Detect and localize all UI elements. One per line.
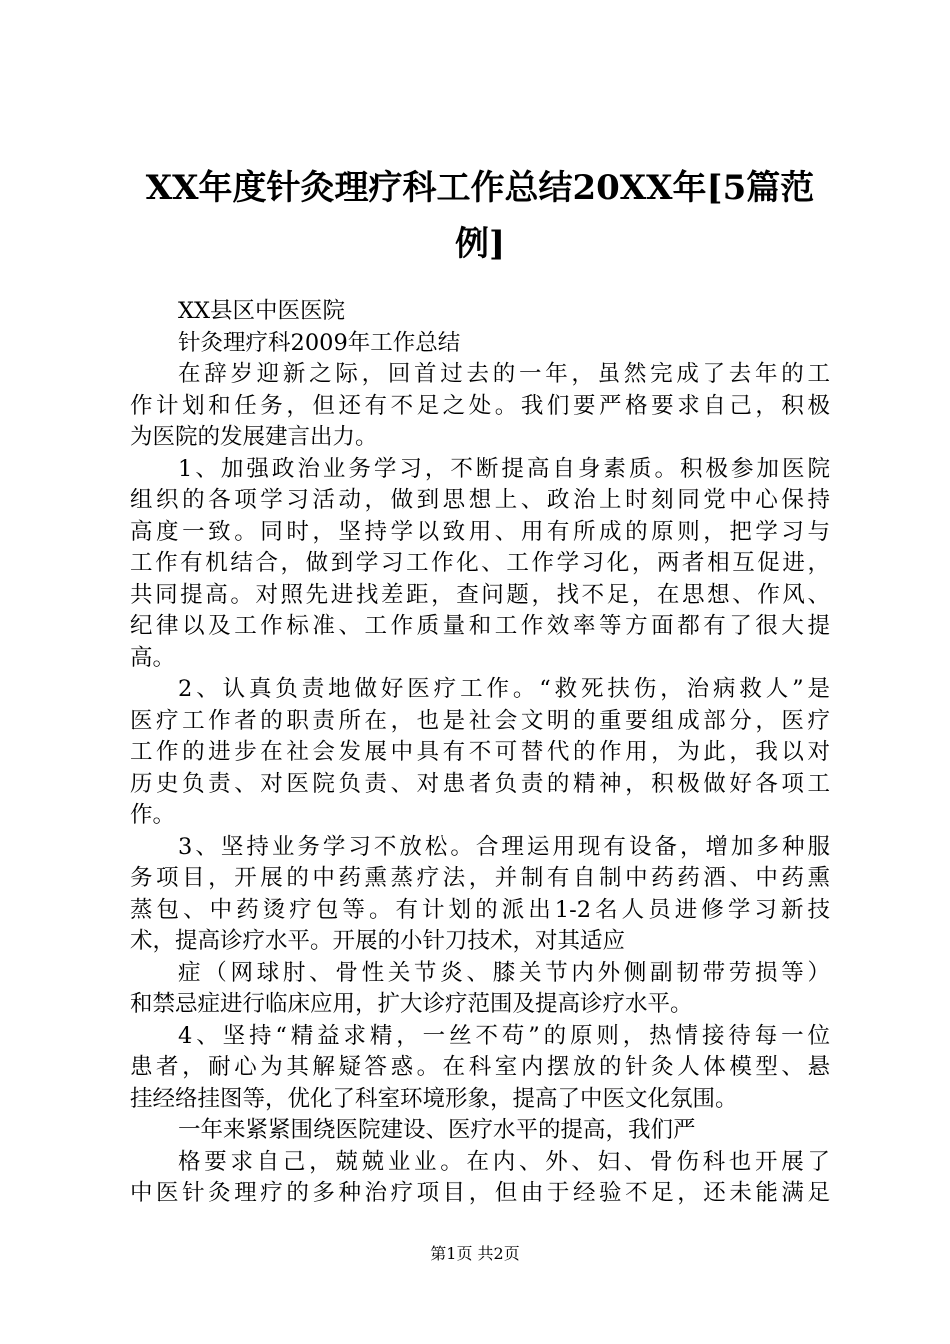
text-line: 针灸理疗科2009年工作总结 (178, 329, 461, 356)
text-line: 4、坚持“精益求精，一丝不苟”的原则，热情接待每一位 (178, 1022, 830, 1049)
text-line: 工作有机结合，做到学习工作化、工作学习化，两者相互促进， (130, 550, 830, 576)
title-line-1: XX年度针灸理疗科工作总结20XX年[5篇范 (145, 168, 815, 208)
text-line: 挂经络挂图等，优化了科室环境形象，提高了中医文化氛围。 (130, 1085, 738, 1112)
text-line: 为医院的发展建言出力。 (130, 424, 378, 450)
text-line: 纪律以及工作标准、工作质量和工作效率等方面都有了很大提 (130, 613, 830, 639)
document-title (130, 160, 830, 272)
text-line: 历史负责、对医院负责、对患者负责的精神，积极做好各项工 (130, 770, 830, 797)
document-body (130, 296, 830, 1210)
text-line: 共同提高。对照先进找差距，查问题，找不足，在思想、作风、 (130, 581, 830, 608)
text-line: 中医针灸理疗的多种治疗项目，但由于经验不足，还未能满足 (130, 1180, 830, 1206)
text-line: 术，提高诊疗水平。开展的小针刀技术，对其适应 (130, 928, 626, 954)
text-line: 患者，耐心为其解疑答惑。在科室内摆放的针灸人体模型、悬 (130, 1054, 830, 1080)
text-line: 1、加强政治业务学习，不断提高自身素质。积极参加医院 (178, 455, 830, 482)
text-line: 蒸包、中药烫疗包等。有计划的派出1-2名人员进修学习新技 (130, 896, 830, 923)
text-line: 高。 (130, 644, 176, 671)
text-line: 在辞岁迎新之际，回首过去的一年，虽然完成了去年的工 (178, 361, 830, 387)
text-line: 2、认真负责地做好医疗工作。“救死扶伤，治病救人”是 (178, 676, 830, 702)
text-line: 工作的进步在社会发展中具有不可替代的作用，为此，我以对 (130, 739, 830, 765)
title-line-2: 例] (454, 224, 506, 264)
text-line: 医疗工作者的职责所在，也是社会文明的重要组成部分，医疗 (130, 707, 830, 734)
text-line: 格要求自己，兢兢业业。在内、外、妇、骨伤科也开展了 (178, 1148, 830, 1175)
text-line: 作。 (130, 802, 176, 828)
text-line: 3、坚持业务学习不放松。合理运用现有设备，增加多种服 (178, 833, 830, 860)
text-line: 务项目，开展的中药熏蒸疗法，并制有自制中药药酒、中药熏 (130, 865, 830, 891)
page-footer: 第1页 共2页 (430, 1244, 520, 1263)
text-line: XX县区中医医院 (178, 298, 346, 324)
text-line: 症（网球肘、骨性关节炎、膝关节内外侧副韧带劳损等） (178, 959, 830, 986)
text-line: 一年来紧紧围绕医院建设、医疗水平的提高，我们严 (178, 1117, 696, 1143)
text-line: 组织的各项学习活动，做到思想上、政治上时刻同党中心保持 (130, 487, 830, 513)
text-line: 高度一致。同时，坚持学以致用、用有所成的原则，把学习与 (130, 518, 830, 545)
text-line: 和禁忌症进行临床应用，扩大诊疗范围及提高诊疗水平。 (130, 991, 693, 1017)
text-line: 作计划和任务，但还有不足之处。我们要严格要求自己，积极 (130, 392, 830, 419)
